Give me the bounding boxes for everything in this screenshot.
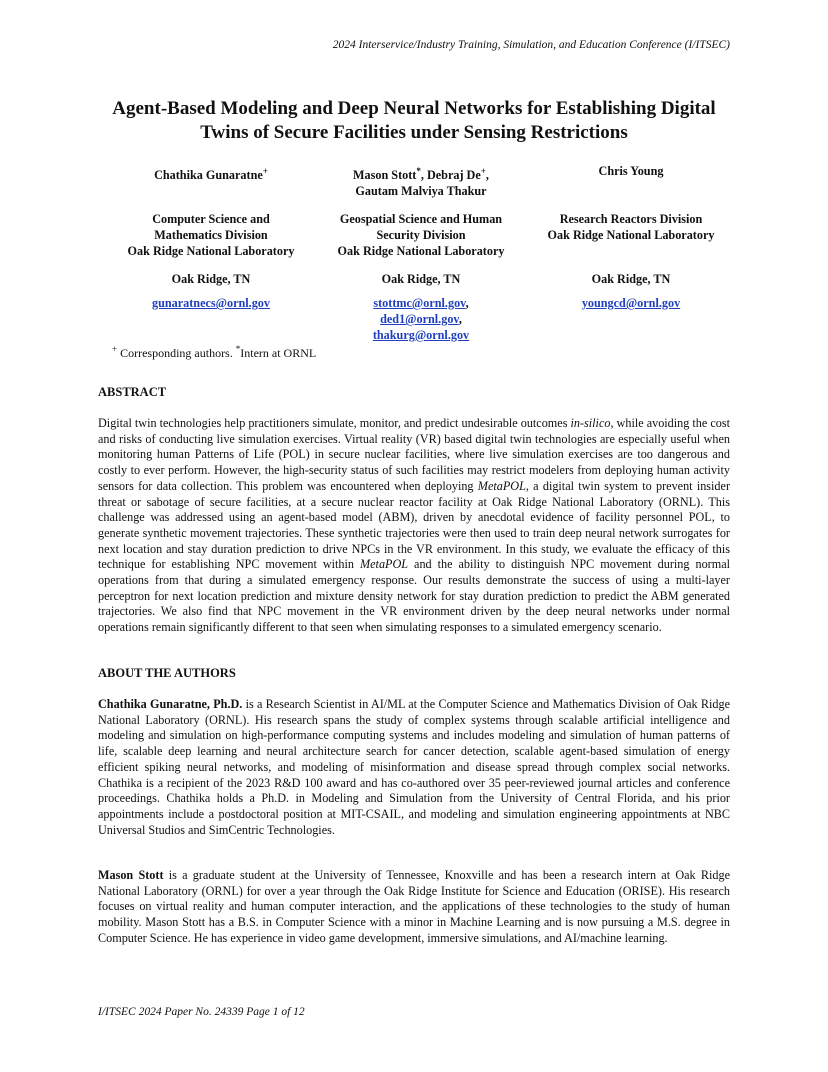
city-col2: Oak Ridge, TN	[381, 272, 461, 286]
title-line-2: Twins of Secure Facilities under Sensing Restrictions	[200, 122, 628, 143]
page-footer: I/ITSEC 2024 Paper No. 24339 Page 1 of 12	[98, 1006, 305, 1018]
email-link-gunaratne[interactable]: gunaratnecs@ornl.gov	[152, 296, 270, 310]
email-link-stott[interactable]: stottmc@ornl.gov	[373, 296, 466, 310]
affiliation-col3: Research Reactors Division Oak Ridge National Laboratory	[547, 212, 715, 242]
author-names-line-2: Gautam Malviya Thakur	[355, 184, 487, 199]
author-name-gunaratne: Chathika Gunaratne+	[154, 166, 268, 183]
email-col1	[110, 295, 312, 311]
abstract-heading: ABSTRACT	[98, 385, 167, 399]
city-col1: Oak Ridge, TN	[171, 272, 251, 286]
city-col3: Oak Ridge, TN	[591, 272, 671, 286]
author-footnote: + Corresponding authors. *Intern at ORNL	[112, 344, 317, 360]
affiliation-col1: Computer Science and Mathematics Division Oak Ridge National Laboratory	[127, 212, 295, 258]
author-names-group	[320, 163, 522, 199]
author-names-line-1: Mason Stott*, Debraj De+,	[353, 166, 489, 183]
author-name-young: Chris Young	[598, 164, 664, 178]
email-link-de[interactable]: ded1@ornl.gov	[380, 312, 459, 326]
conference-header: 2024 Interservice/Industry Training, Simulation, and Education Conference (I/ITSEC)	[332, 39, 730, 51]
title-line-1: Agent-Based Modeling and Deep Neural Networks for Establishing Digital	[112, 98, 716, 119]
email-col3	[530, 295, 732, 311]
email-link-thakur[interactable]: thakurg@ornl.gov	[372, 328, 470, 342]
affiliation-col2: Geospatial Science and Human Security Division Oak Ridge National Laboratory	[337, 212, 505, 258]
bio-gunaratne: Chathika Gunaratne, Ph.D. is a Research Scientist in AI/ML at the Computer Science and Mathematics Division of Oak Ridge National Laboratory (ORNL). His research spans the study of complex systems through scalable artificial intelligence and modeling and simulation on high-performance computing systems and includes modeling and simulation of human patterns of life, scalable deep learning and neural architecture search for cancer detection, scalable agent-based simulation of energy efficient spiking neural networks, and modeling of misinformation and disease spread through complex social networks. Chathika is a recipient of the 2023 R&D 100 award and has co-authored over 35 peer-reviewed journal articles and conference proceedings. Chathika holds a Ph.D. in Modeling and Simulation from the University of Central Florida, and his prior appointments include a postdoctoral position at MIT-CSAIL, and modeling and simulation engineering appointments at NBC Universal Studios and SimCentric Technologies.	[98, 697, 731, 837]
email-col2: stottmc@ornl.gov, ded1@ornl.gov, thakurg@ornl.gov	[372, 296, 470, 342]
bio-stott: Mason Stott is a graduate student at the University of Tennessee, Knoxville and has been a research intern at Oak Ridge National Laboratory (ORNL) for over a year through the Oak Ridge Institute for Science and Education (ORISE). His research focuses on virtual reality and human computer interaction, and the applications of these technologies to the study of human mobility. Mason Stott has a B.S. in Computer Science with a minor in Machine Learning and is now pursuing a M.S. degree in Computer Science. He has experience in video game development, immersive simulations, and AI/machine learning.	[98, 868, 730, 945]
paper-title	[98, 97, 730, 145]
about-authors-heading: ABOUT THE AUTHORS	[98, 666, 236, 680]
email-link-young[interactable]: youngcd@ornl.gov	[581, 296, 681, 310]
corresponding-mark: +	[262, 166, 268, 176]
abstract-paragraph: Digital twin technologies help practitioners simulate, monitor, and predict undesirable outcomes in-silico, while avoiding the cost and risks of conducting live simulation exercises. Virtual reality (VR) based digital twin technologies are especially useful when monitoring human Patterns of Life (POL) in secure nuclear facilities, where live simulation exercises are too dangerous and costly to ever perform. However, the high-security status of such facilities may restrict modelers from deploying human activity sensors for data collection. This problem was encountered when deploying MetaPOL, a digital twin system to prevent insider threat or sabotage of secure facilities, at a secure nuclear reactor facility at Oak Ridge National Laboratory (ORNL). This challenge was addressed using an agent-based model (ABM), driven by anecdotal evidence of facility personnel POL, to generate synthetic movement trajectories. These synthetic trajectories were then used to train deep neural network surrogates for next location and stay duration prediction to drive NPCs in the VR environment. In this study, we evaluate the efficacy of this technique for establishing NPC movement within MetaPOL and the ability to distinguish NPC movement during normal operations from that during a simulated emergency response. Our results demonstrate the success of using a multi-layer perceptron for next location prediction and mixture density network for stay duration prediction to predict the ABM generated trajectories. We also find that NPC movement in the VR environment driven by the deep neural networks under normal operations remain significantly different to that seen when simulating responses to a simulated emergency scenario.	[98, 416, 730, 635]
